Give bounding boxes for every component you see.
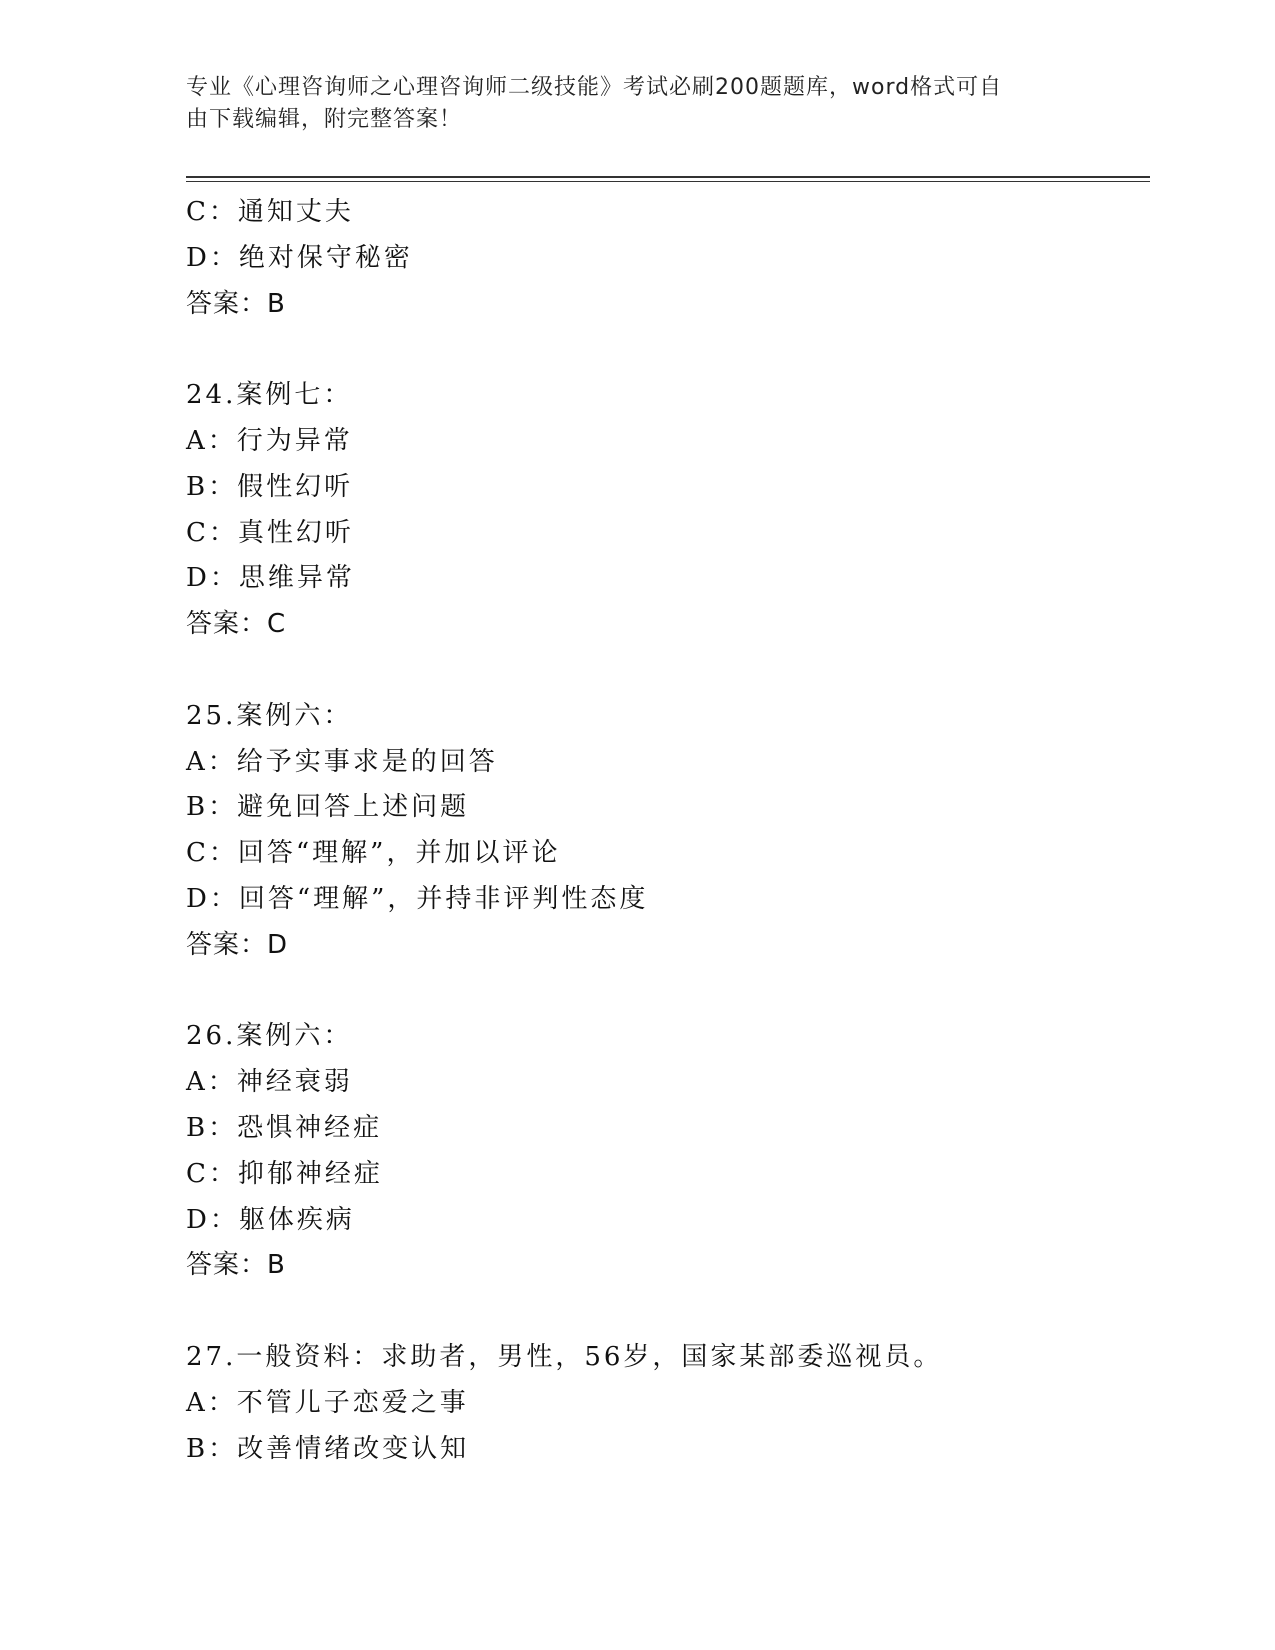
question-list: [186, 190, 1146, 1472]
header-divider-thin: [186, 181, 1150, 182]
header-divider-thick: [186, 176, 1150, 178]
question-title: 25.案例六：: [186, 700, 353, 731]
option-line: A：不管儿子恋爱之事: [186, 1387, 469, 1418]
option-line: B：恐惧神经症: [186, 1112, 383, 1143]
option-line: D：绝对保守秘密: [186, 242, 413, 273]
question-title: 26.案例六：: [186, 1021, 353, 1052]
option-line: C：真性幻听: [186, 517, 354, 548]
option-line: A：行为异常: [186, 425, 353, 456]
question-title: 24.案例七：: [186, 380, 353, 411]
option-line: A：给予实事求是的回答: [186, 746, 498, 777]
answer-line: 答案：B: [186, 288, 286, 319]
option-line: C：通知丈夫: [186, 197, 354, 227]
option-line: A：神经衰弱: [186, 1067, 353, 1098]
document-header: [186, 72, 1066, 136]
spacer: [186, 327, 1146, 373]
option-line: B：避免回答上述问题: [186, 792, 470, 823]
option-line: D：躯体疾病: [186, 1204, 355, 1235]
header-line-1: 专业《心理咨询师之心理咨询师二级技能》考试必刷200题题库，word格式可自: [186, 75, 1003, 100]
option-line: B：改善情绪改变认知: [186, 1433, 470, 1464]
option-line: C：回答“理解”，并加以评论: [186, 838, 561, 869]
option-line: D：回答“理解”，并持非评判性态度: [186, 883, 649, 914]
spacer: [186, 969, 1146, 1015]
spacer: [186, 648, 1146, 694]
spacer: [186, 1289, 1146, 1335]
answer-line: 答案：D: [186, 929, 289, 960]
header-line-2: 由下载编辑，附完整答案！: [186, 107, 463, 132]
option-line: C：抑郁神经症: [186, 1158, 383, 1189]
option-line: B：假性幻听: [186, 471, 354, 502]
question-title: 27.一般资料：求助者，男性，56岁，国家某部委巡视员。: [186, 1341, 943, 1372]
answer-line: 答案：B: [186, 1250, 286, 1281]
answer-line: 答案：C: [186, 609, 287, 640]
option-line: D：思维异常: [186, 563, 355, 594]
